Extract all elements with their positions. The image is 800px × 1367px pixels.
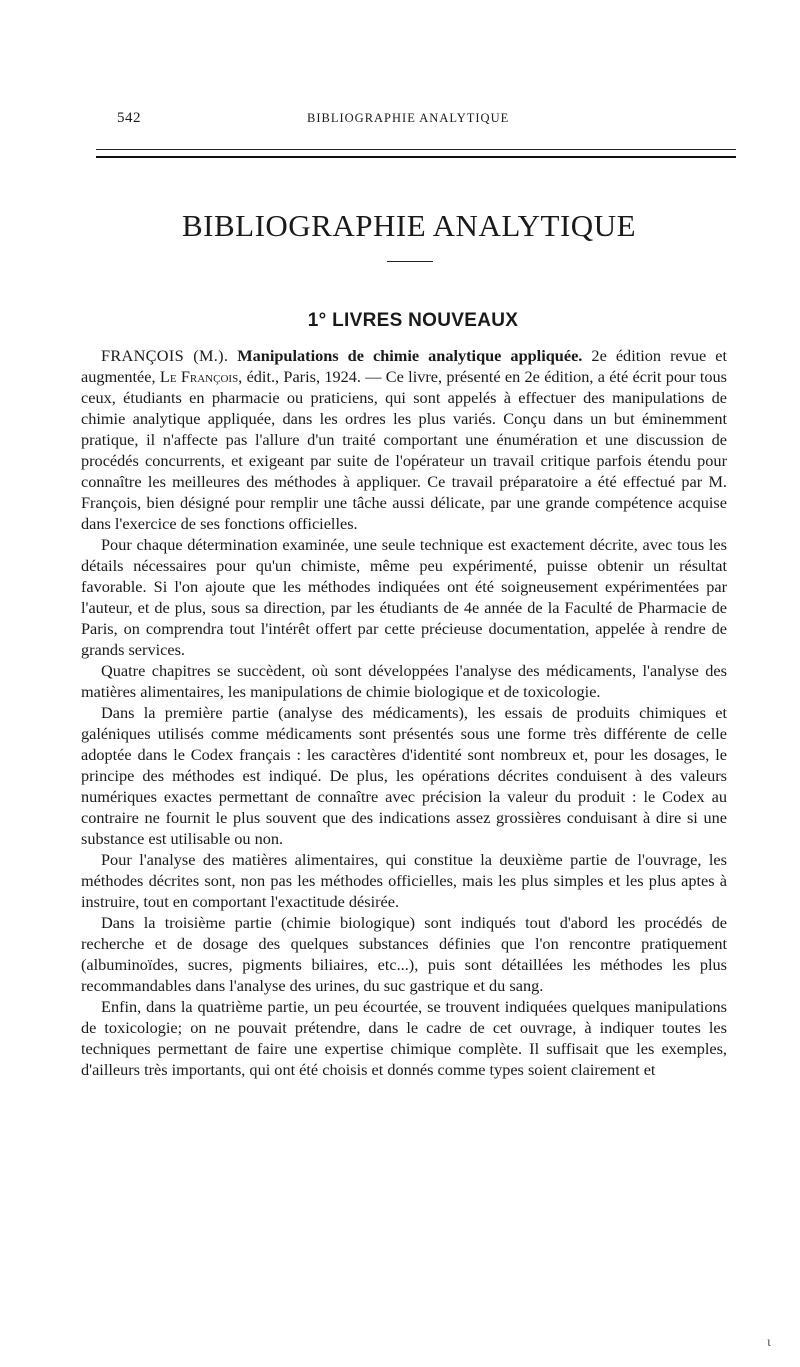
paragraph-6: Enfin, dans la quatrième partie, un peu écourtée, se trouvent indiquées quelques manipulations de toxicologie; on ne pouvait prétendre, dans le cadre de cet ouvrage, à indiquer toutes les techniques permettant de faire une expertise chimique complète. Il suffisait que les exemples, d'ailleurs très importants, qui ont été choisis et donnés comme types soient clairement et [81, 997, 727, 1079]
header-double-rule [96, 149, 736, 158]
running-head [117, 110, 735, 132]
article-body [81, 345, 727, 1080]
entry-publisher: Le François, [159, 367, 243, 386]
entry-book-title: Manipulations de chimie analytique appliquée. [237, 346, 583, 365]
page-title: BIBLIOGRAPHIE ANALYTIQUE [181, 208, 637, 243]
paragraph-4: Pour l'analyse des matières alimentaires, qui constitue la deuxième partie de l'ouvrage, les méthodes décrites sont, non pas les méthodes officielles, mais les plus simples et les plus aptes à instruire, tout en comportant l'exactitude désirée. [81, 850, 727, 911]
paragraph-1: Pour chaque détermination examinée, une seule technique est exactement décrite, avec tous les détails nécessaires pour qu'un chimiste, même peu expérimenté, puisse obtenir un résultat favorable. Si l'on ajoute que les méthodes indiquées ont été soigneusement expérimentées par l'auteur, et de plus, sous sa direction, par les étudiants de 4e année de la Faculté de Pharmacie de Paris, on comprendra tout l'intérêt offert par cette précieuse documentation, appelée à rendre de grands services. [81, 535, 727, 659]
title-underline-rule [387, 261, 433, 262]
paragraph-2: Quatre chapitres se succèdent, où sont développées l'analyse des médicaments, l'analyse des matières alimentaires, les manipulations de chimie biologique et de toxicologie. [81, 661, 727, 701]
print-mark: ι [767, 1335, 771, 1350]
section-heading: 1° LIVRES NOUVEAUX [307, 310, 519, 331]
entry-author: FRANÇOIS (M.). [101, 346, 229, 365]
paragraph-5: Dans la troisième partie (chimie biologique) sont indiqués tout d'abord les procédés de recherche et de dosage des quelques substances définies que l'on rencontre pratiquement (albuminoïdes, sucres, pigments biliaires, etc...), puis sont détaillées les méthodes les plus recommandables dans l'analyse des urines, du suc gastrique et du sang. [81, 913, 727, 995]
running-title: BIBLIOGRAPHIE ANALYTIQUE [307, 111, 510, 125]
entry-edition: 2e édition revue et augmentée, [81, 346, 728, 386]
bibliographic-entry [81, 345, 727, 534]
entry-imprint-and-review: édit., Paris, 1924. — Ce livre, présenté en 2e édition, a été écrit pour tous ceux, étudiants en pharmacie ou praticiens, qui sont appelés à effectuer des manipulations de chimie analytique appliquée, dans les ordres les plus variés. Conçu dans un but éminemment pratique, il n'affecte pas l'allure d'un traité comportant une énumération et une discussion de procédés concurrents, et exigeant par suite de l'opérateur un travail critique parfois étendu pour connaître les meilleures des méthodes à appliquer. Ce travail préparatoire a été effectué par M. François, bien désigné pour remplir une tâche aussi délicate, par une grande compétence acquise dans l'exercice de ses fonctions officielles. [81, 367, 728, 533]
page-number: 542 [117, 110, 141, 126]
paragraph-3: Dans la première partie (analyse des médicaments), les essais de produits chimiques et galéniques utilisés comme médicaments sont présentés sous une forme très différente de celle adoptée dans le Codex français : les caractères d'identité sont nombreux et, pour les dosages, le principe des méthodes est indiqué. De plus, les opérations décrites conduisent à des valeurs numériques exactes permettant de connaître avec précision la valeur du produit : le Codex au contraire ne fournit le plus souvent que des indications assez grossières conduisant à dire si une substance est utilisable ou non. [81, 703, 727, 848]
